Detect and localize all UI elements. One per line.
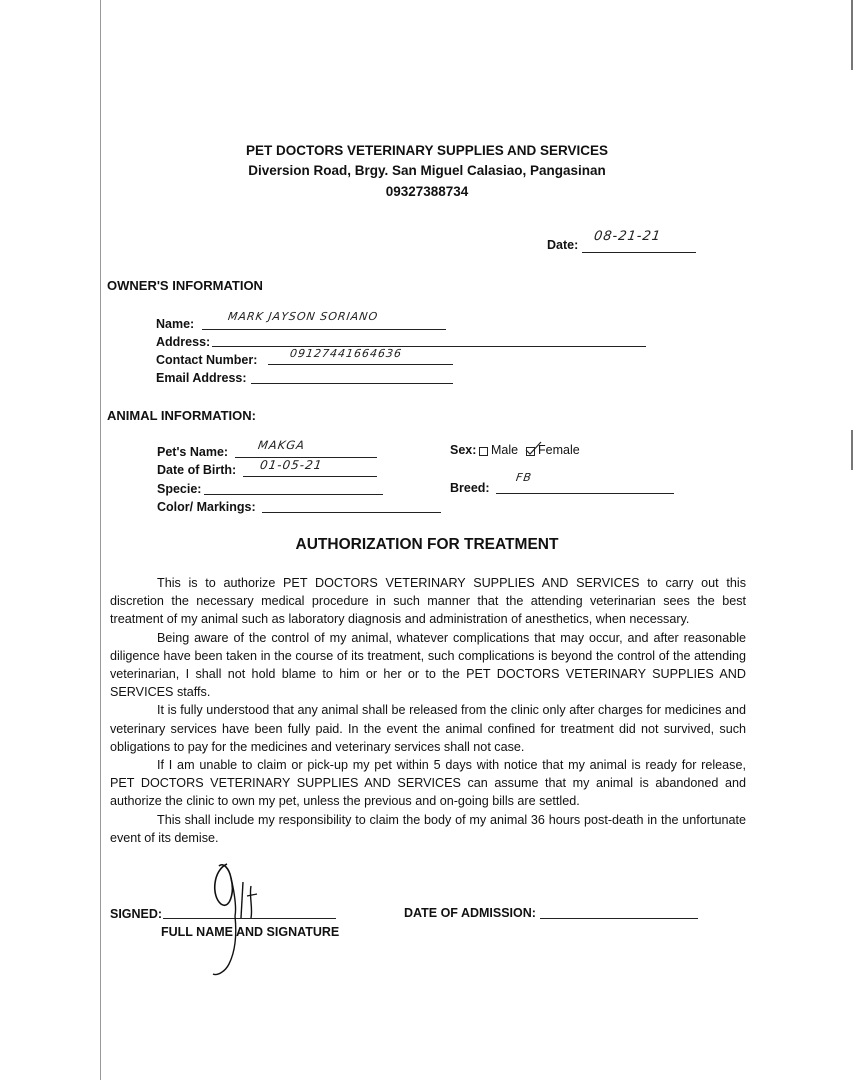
owner-contact-value: 09127441664636 xyxy=(289,347,403,360)
owner-name-value: MARK JAYSON SORIANO xyxy=(227,310,380,323)
animal-section-title: ANIMAL INFORMATION: xyxy=(107,408,256,423)
breed-label: Breed: xyxy=(450,481,490,495)
specie-underline xyxy=(204,494,383,495)
authorization-title: AUTHORIZATION FOR TREATMENT xyxy=(295,536,559,553)
clinic-name: PET DOCTORS VETERINARY SUPPLIES AND SERVICES xyxy=(245,143,609,158)
authorization-paragraph: If I am unable to claim or pick-up my pet within 5 days with notice that my animal is ready for release, PET DOCTORS VETERINARY SUPPLIES AND SERVICES can assume that my animal is abandoned and authorize the clinic to own my pet, unless the previous and on-going bills are settled. xyxy=(110,758,746,809)
breed-value: FB xyxy=(515,471,533,484)
handwritten-signature xyxy=(195,856,275,984)
owner-email-underline xyxy=(251,383,453,384)
owner-section-title: OWNER'S INFORMATION xyxy=(107,278,263,293)
date-label: Date: xyxy=(547,238,579,252)
color-markings-underline xyxy=(262,512,441,513)
owner-address-label: Address: xyxy=(156,335,211,349)
sex-male-checkbox[interactable] xyxy=(479,447,488,456)
owner-name-label: Name: xyxy=(156,317,195,331)
pet-name-label: Pet's Name: xyxy=(157,445,229,459)
signed-label: SIGNED: xyxy=(110,907,163,921)
sex-male-label: Male xyxy=(491,443,519,457)
owner-contact-underline xyxy=(268,364,453,365)
authorization-body xyxy=(110,574,746,847)
authorization-paragraph: It is fully understood that any animal shall be released from the clinic only after charges for medicines and veterinary services have been fully paid. In the event the animal confined for treatment did not survived, such obligations to pay for the medicines and veterinary services shall not case. xyxy=(110,703,746,754)
full-name-signature-label: FULL NAME AND SIGNATURE xyxy=(161,925,340,939)
sex-label: Sex: xyxy=(450,443,477,457)
dob-label: Date of Birth: xyxy=(157,463,237,477)
clinic-address: Diversion Road, Brgy. San Miguel Calasiao, Pangasinan xyxy=(248,163,606,178)
color-markings-label: Color/ Markings: xyxy=(157,500,256,514)
dob-value: 01-05-21 xyxy=(259,458,324,472)
owner-contact-label: Contact Number: xyxy=(156,353,258,367)
clinic-phone: 09327388734 xyxy=(385,184,469,199)
breed-underline xyxy=(496,493,674,494)
owner-address-underline xyxy=(212,346,646,347)
pet-name-value: MAKGA xyxy=(257,438,307,452)
owner-email-label: Email Address: xyxy=(156,371,247,385)
date-value: 08-21-21 xyxy=(592,229,663,244)
specie-label: Specie: xyxy=(157,482,202,496)
sex-female-label: Female xyxy=(538,443,580,457)
authorization-paragraph: Being aware of the control of my animal, whatever complications that may occur, and after reasonable diligence have been taken in the course of its treatment, such complications is beyond the control of the attending veterinarian, I shall not hold blame to him or her or to the PET DOCTORS VETERINARY SUPPLIES AND SERVICES staffs. xyxy=(110,630,746,700)
date-underline xyxy=(582,252,696,253)
date-of-admission-label: DATE OF ADMISSION: xyxy=(404,906,536,920)
scan-edge-mark xyxy=(851,430,853,470)
authorization-paragraph: This is to authorize PET DOCTORS VETERINARY SUPPLIES AND SERVICES to carry out this discretion the necessary medical procedure in such manner that the attending veterinarian sees the best treatment of my animal such as laboratory diagnosis and administration of anesthetics, when necessary. xyxy=(110,576,746,627)
dob-underline xyxy=(243,476,377,477)
scan-edge-mark xyxy=(851,0,853,70)
owner-name-underline xyxy=(202,329,446,330)
authorization-paragraph: This shall include my responsibility to claim the body of my animal 36 hours post-death in the unfortunate event of its demise. xyxy=(110,812,746,845)
date-of-admission-underline xyxy=(540,918,698,919)
